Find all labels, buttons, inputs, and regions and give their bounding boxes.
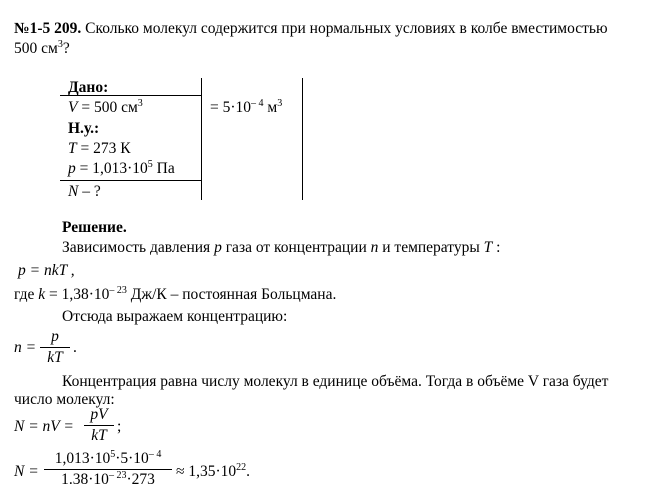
normal-conditions-header: Н.у.: bbox=[68, 120, 100, 137]
given-volume: V = 500 $см^3$ bbox=[68, 98, 143, 116]
problem-text: Сколько молекул содержится при нормальных условиях в колбе вместимостью bbox=[85, 20, 608, 37]
formula-n-left: n = bbox=[14, 339, 37, 356]
solution-line-boltzmann: где $k = 1,38\cdot 10^{- 23}$ Дж/К – постоянная Больцмана. bbox=[14, 285, 337, 303]
formula-n-fraction: p kT bbox=[40, 328, 70, 367]
given-pressure: $p = 1,013\cdot 10^5$ Па bbox=[68, 159, 175, 177]
problem-number: №1-5 209. bbox=[14, 20, 82, 37]
solution-line-5: число молекул: bbox=[14, 391, 115, 408]
formula-N-left: N = nV = bbox=[14, 418, 74, 435]
formula-final-fraction: $1,013\cdot 10^5\cdot 5\cdot 10^{- 4}$ $1.38\cdot 10^{- 23}\cdot 273$ bbox=[44, 450, 172, 489]
formula-N-fraction: pV kT bbox=[84, 406, 114, 445]
problem-statement bbox=[14, 20, 608, 38]
formula-ideal-gas: p = nkT , bbox=[18, 262, 75, 279]
given-vertical-divider bbox=[201, 78, 202, 200]
solution-line-1: Зависимость давления p газа от концентрации n и температуры T : bbox=[62, 239, 501, 256]
formula-final-result: ≈ $1,35\cdot 10^{22}$. bbox=[176, 462, 251, 480]
given-underline-result bbox=[60, 180, 202, 181]
given-volume-si: = $5\cdot 10^{- 4}$ $м^3$ bbox=[210, 98, 283, 116]
solution-line-3: Отсюда выражаем концентрацию: bbox=[62, 308, 288, 325]
given-temperature: T = 273 К bbox=[68, 140, 131, 157]
solution-line-4: Концентрация равна числу молекул в единице объёма. Тогда в объёме V газа будет bbox=[62, 373, 609, 390]
problem-statement-line2: 500 $см^3$? bbox=[14, 39, 70, 57]
formula-final-left: N = bbox=[14, 463, 39, 480]
find-n: N – ? bbox=[68, 183, 101, 200]
solution-header: Решение. bbox=[62, 219, 127, 236]
given-header: Дано: bbox=[68, 79, 109, 96]
solution-vertical-divider bbox=[302, 78, 303, 200]
